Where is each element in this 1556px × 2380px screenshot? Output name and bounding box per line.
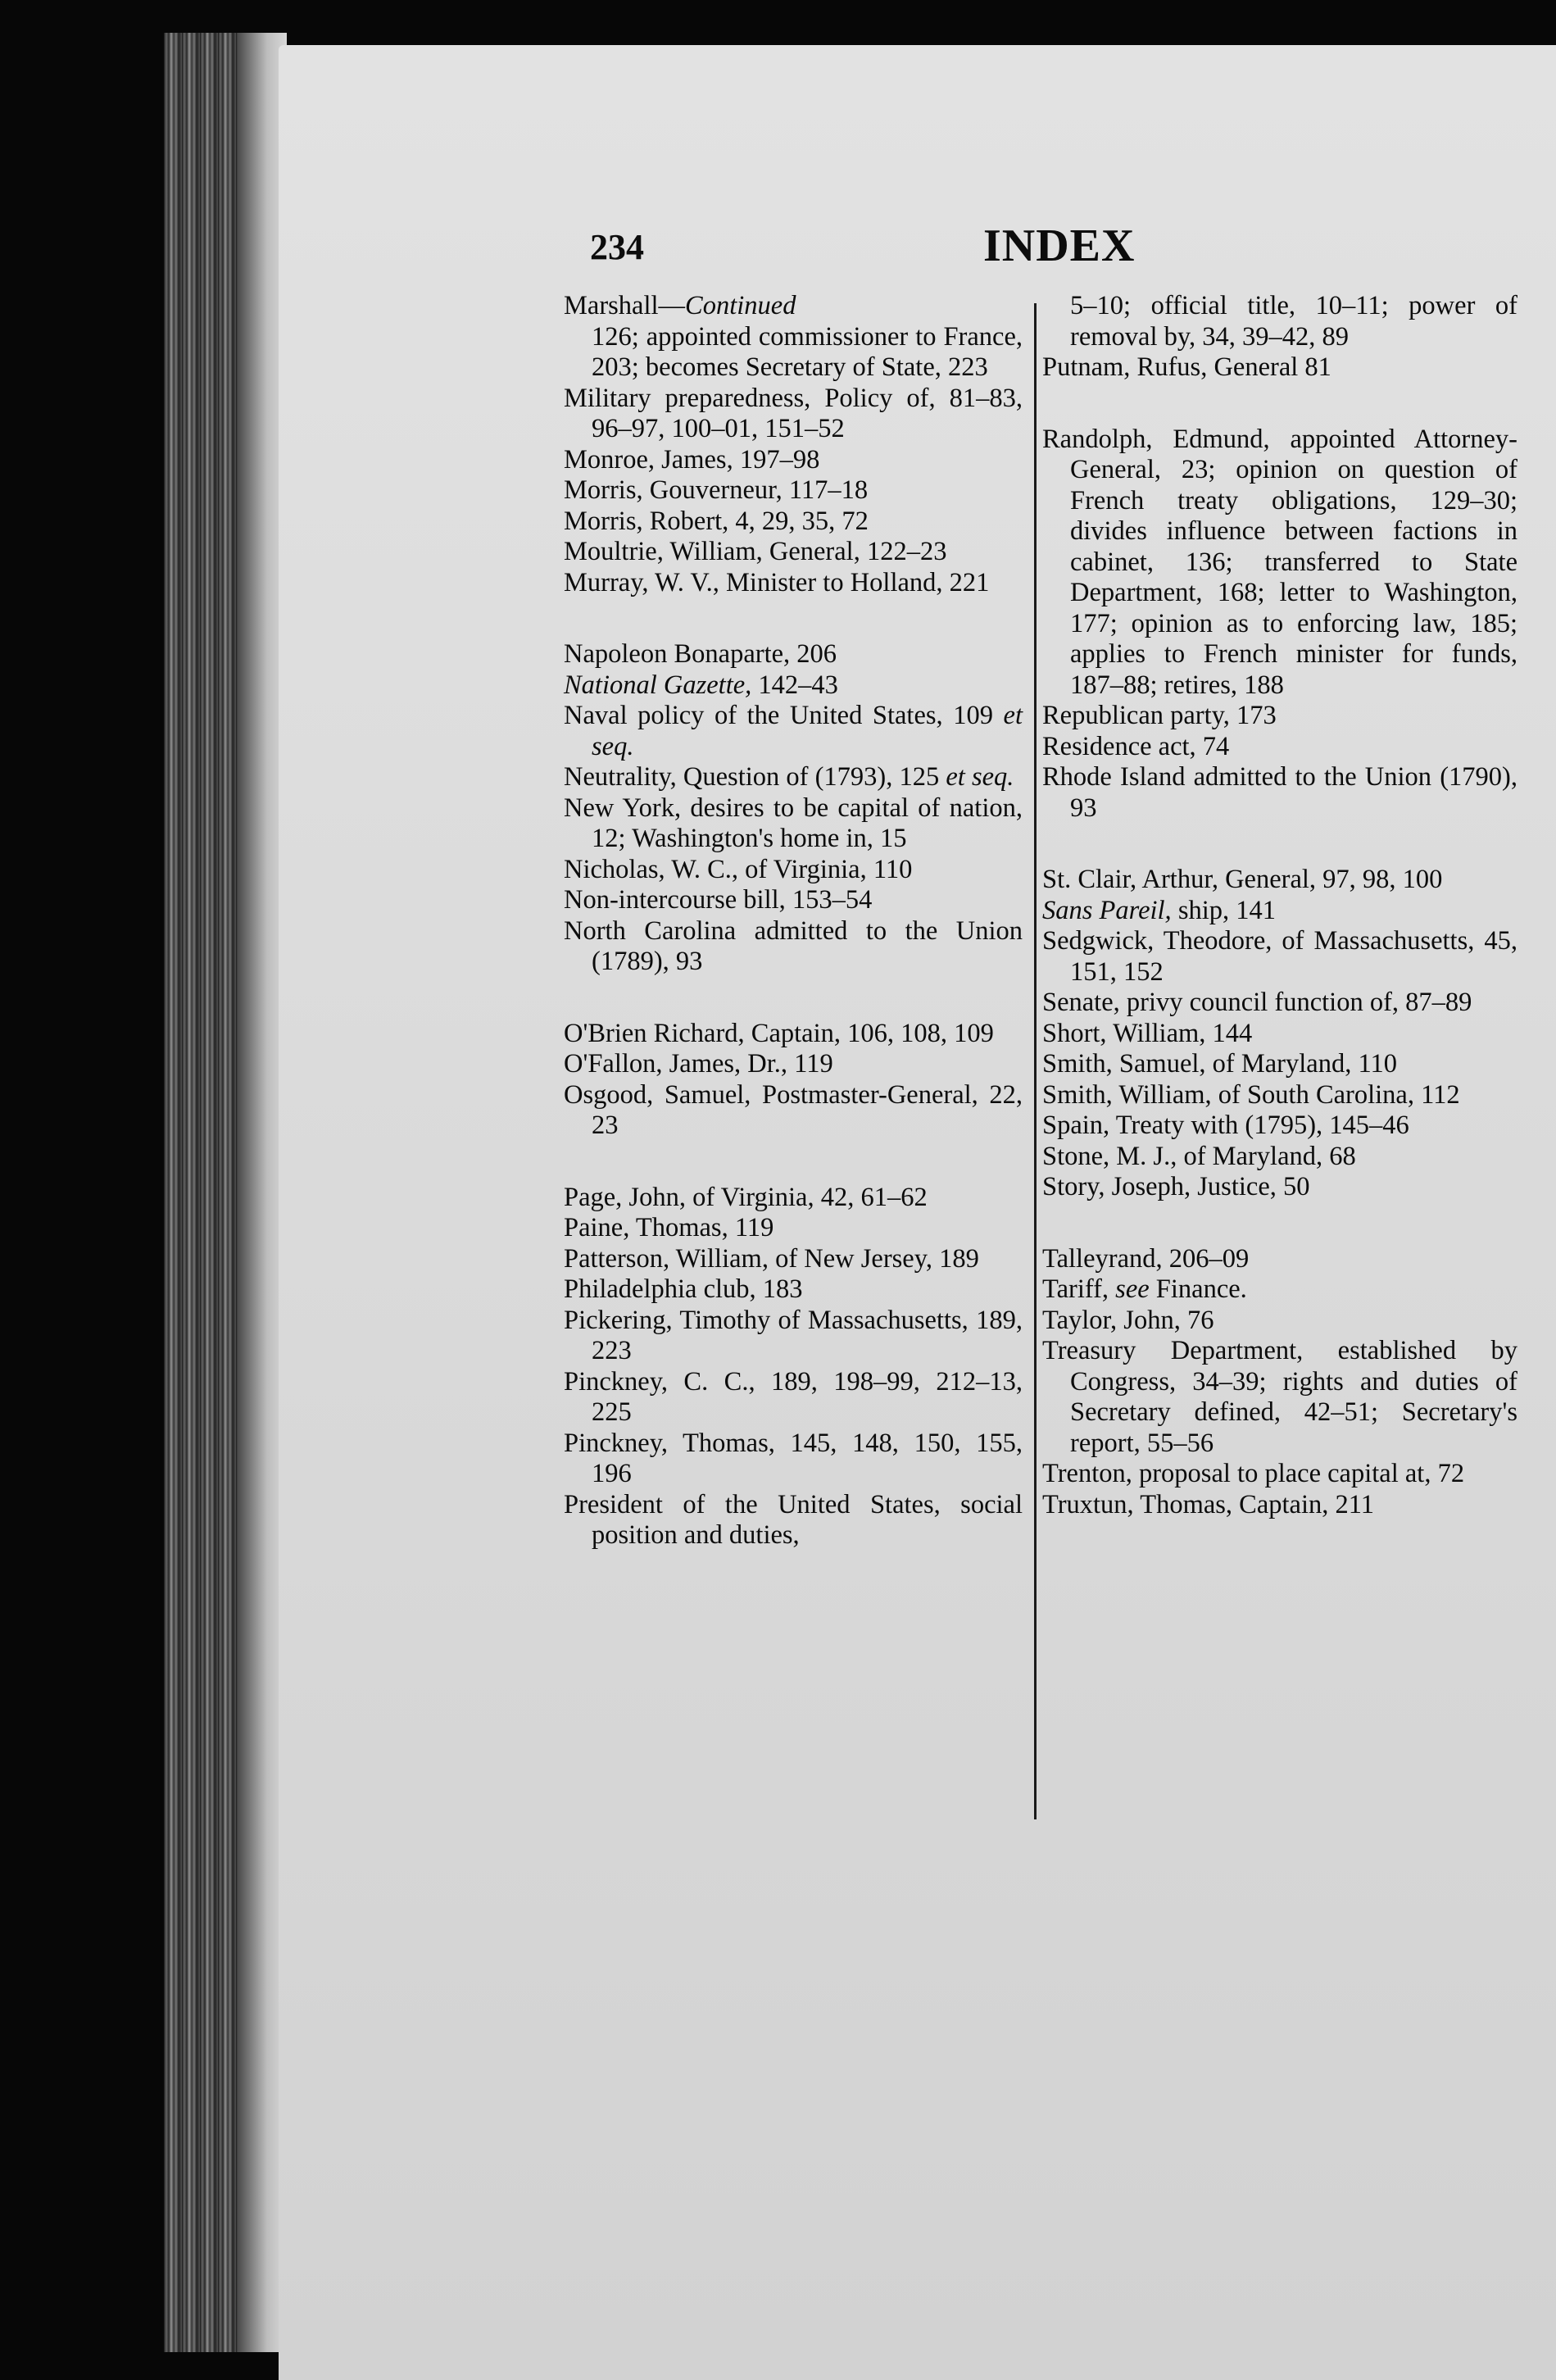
index-entry-text: Talleyrand, 206–09: [1042, 1243, 1250, 1274]
page-number: 234: [590, 227, 644, 267]
index-entry: [1042, 1019, 1517, 1050]
index-entry: [1042, 1336, 1517, 1459]
index-entry: [564, 762, 1023, 793]
index-entry-text: Naval policy of the United States, 109: [564, 701, 1004, 730]
index-entry-text: Residence act, 74: [1042, 731, 1230, 761]
index-entry-text: Page, John, of Virginia, 42, 61–62: [564, 1182, 928, 1212]
index-entry-text: St. Clair, Arthur, General, 97, 98, 100: [1042, 865, 1443, 894]
index-entry: [564, 291, 1023, 322]
index-entry-text: North Carolina admitted to the Union (1789), 93: [564, 915, 1023, 976]
index-entry-text: Finance.: [1149, 1274, 1247, 1304]
index-entry: [564, 1049, 1023, 1080]
page-title: INDEX: [983, 220, 1136, 271]
index-entry: [564, 1367, 1023, 1428]
index-entry-text: Putnam, Rufus, General 81: [1042, 352, 1331, 382]
index-entry: [564, 1213, 1023, 1244]
index-entry-text: Treasury Department, established by Congress, 34–39; rights and duties of Secretary defined, 42–51; Secretary's report, 55–56: [1042, 1336, 1517, 1458]
index-entry-text: Truxtun, Thomas, Captain, 211: [1042, 1489, 1375, 1519]
index-entry: [1042, 352, 1517, 384]
index-entry: [564, 384, 1023, 445]
index-entry-text: Republican party, 173: [1042, 701, 1277, 730]
index-entry-text: Trenton, proposal to place capital at, 72: [1042, 1459, 1465, 1488]
index-entry-text: 142–43: [751, 670, 838, 700]
index-entry: [564, 322, 1023, 384]
index-entry: [1042, 1244, 1517, 1275]
index-entry: [1042, 988, 1517, 1019]
index-entry: [1042, 425, 1517, 702]
index-entry: [1042, 1080, 1517, 1111]
index-entry: [564, 445, 1023, 476]
index-entry-text: Sans Pareil,: [1042, 895, 1172, 925]
index-entry-text: Rhode Island admitted to the Union (1790), 93: [1042, 762, 1517, 823]
index-entry-text: et seq.: [592, 701, 1023, 761]
index-entry-text: President of the United States, social position and duties,: [564, 1489, 1023, 1550]
index-column-right: [1042, 291, 1517, 1520]
index-entry: [1042, 1274, 1517, 1306]
index-entry-text: Stone, M. J., of Maryland, 68: [1042, 1141, 1356, 1171]
index-entry-text: Patterson, William, of New Jersey, 189: [564, 1243, 979, 1274]
index-entry: [1042, 1111, 1517, 1142]
index-entry-text: Randolph, Edmund, appointed Attorney-General, 23; opinion on question of French treaty obligations, 129–30; divides influence between factions in cabinet, 136; transferred to State Department, 168; letter to Washington, 177; opinion as to enforcing law, 185; applies to French minister for funds, 187–88; retires, 188: [1042, 424, 1517, 700]
index-entry: [564, 1490, 1023, 1551]
index-entry: [1042, 926, 1517, 988]
section-gap: [564, 598, 1023, 639]
index-entry: [1042, 762, 1517, 824]
index-entry-text: Spain, Treaty with (1795), 145–46: [1042, 1111, 1409, 1140]
index-entry-text: see: [1115, 1274, 1150, 1304]
index-entry-text: Pinckney, C. C., 189, 198–99, 212–13, 225: [564, 1366, 1023, 1427]
index-entry: [564, 670, 1023, 702]
index-entry-text: 126; appointed commissioner to France, 203; becomes Secretary of State, 223: [592, 321, 1023, 382]
index-entry-text: Continued: [685, 291, 796, 320]
section-gap: [564, 1142, 1023, 1183]
index-entry: [1042, 1049, 1517, 1080]
index-entry: [564, 1183, 1023, 1214]
index-entry-text: New York, desires to be capital of nation, 12; Washington's home in, 15: [564, 793, 1023, 853]
index-entry-text: Sedgwick, Theodore, of Massachusetts, 45, 151, 152: [1042, 926, 1517, 987]
index-entry: [564, 701, 1023, 762]
index-entry-text: Smith, Samuel, of Maryland, 110: [1042, 1049, 1397, 1079]
index-entry: [564, 475, 1023, 506]
index-entry-text: Morris, Robert, 4, 29, 35, 72: [564, 506, 869, 536]
section-gap: [1042, 1203, 1517, 1244]
index-entry-text: National Gazette,: [564, 670, 752, 700]
index-entry: [564, 568, 1023, 599]
column-divider: [1034, 303, 1037, 1819]
index-entry-text: Non-intercourse bill, 153–54: [564, 885, 873, 915]
section-gap: [1042, 384, 1517, 425]
index-entry-text: Neutrality, Question of (1793), 125: [564, 762, 946, 792]
index-entry-text: Marshall—: [564, 291, 686, 320]
index-entry: [1042, 1459, 1517, 1490]
index-entry: [564, 1019, 1023, 1050]
index-entry: [564, 639, 1023, 670]
index-entry-text: ship, 141: [1171, 895, 1276, 925]
section-gap: [564, 978, 1023, 1019]
index-entry-text: Paine, Thomas, 119: [564, 1213, 774, 1242]
index-entry: [1042, 865, 1517, 896]
page-header: [590, 220, 1136, 277]
index-entry-text: Military preparedness, Policy of, 81–83, 96–97, 100–01, 151–52: [564, 383, 1023, 443]
index-entry: [1042, 1142, 1517, 1173]
index-column-left: [564, 291, 1023, 1551]
index-entry: [1042, 1172, 1517, 1203]
index-entry: [564, 1428, 1023, 1490]
index-entry: [1042, 732, 1517, 763]
index-entry-text: Tariff,: [1042, 1274, 1116, 1304]
index-entry-text: Napoleon Bonaparte, 206: [564, 639, 837, 669]
index-entry: [1042, 1306, 1517, 1337]
index-entry: [564, 1244, 1023, 1275]
index-entry: [564, 793, 1023, 855]
index-entry-text: Story, Joseph, Justice, 50: [1042, 1172, 1310, 1201]
index-entry: [564, 506, 1023, 538]
index-entry: [1042, 896, 1517, 927]
index-entry-text: Nicholas, W. C., of Virginia, 110: [564, 854, 913, 884]
index-entry-text: Moultrie, William, General, 122–23: [564, 537, 947, 566]
index-entry: [1042, 291, 1517, 352]
index-entry: [564, 1306, 1023, 1367]
index-entry-text: Taylor, John, 76: [1042, 1305, 1214, 1335]
index-entry: [564, 537, 1023, 568]
index-entry-text: Smith, William, of South Carolina, 112: [1042, 1079, 1460, 1110]
index-entry: [564, 885, 1023, 916]
index-entry: [1042, 701, 1517, 732]
index-entry-text: Osgood, Samuel, Postmaster-General, 22, 23: [564, 1079, 1023, 1140]
index-entry-text: 5–10; official title, 10–11; power of removal by, 34, 39–42, 89: [1070, 291, 1517, 352]
index-entry-text: Pinckney, Thomas, 145, 148, 150, 155, 196: [564, 1428, 1023, 1488]
index-entry: [564, 1080, 1023, 1142]
index-entry-text: Senate, privy council function of, 87–89: [1042, 988, 1472, 1017]
index-entry-text: Short, William, 144: [1042, 1018, 1253, 1048]
section-gap: [1042, 824, 1517, 865]
index-entry: [1042, 1490, 1517, 1521]
index-entry-text: Morris, Gouverneur, 117–18: [564, 475, 869, 505]
index-entry-text: Monroe, James, 197–98: [564, 444, 820, 475]
index-entry: [564, 1274, 1023, 1306]
index-entry-text: Pickering, Timothy of Massachusetts, 189, 223: [564, 1305, 1023, 1365]
index-entry-text: O'Brien Richard, Captain, 106, 108, 109: [564, 1018, 994, 1048]
index-entry-text: O'Fallon, James, Dr., 119: [564, 1049, 833, 1079]
index-entry-text: Philadelphia club, 183: [564, 1274, 803, 1304]
index-entry-text: et seq.: [946, 762, 1014, 792]
index-entry-text: Murray, W. V., Minister to Holland, 221: [564, 567, 990, 597]
index-entry: [564, 916, 1023, 978]
index-entry: [564, 855, 1023, 886]
